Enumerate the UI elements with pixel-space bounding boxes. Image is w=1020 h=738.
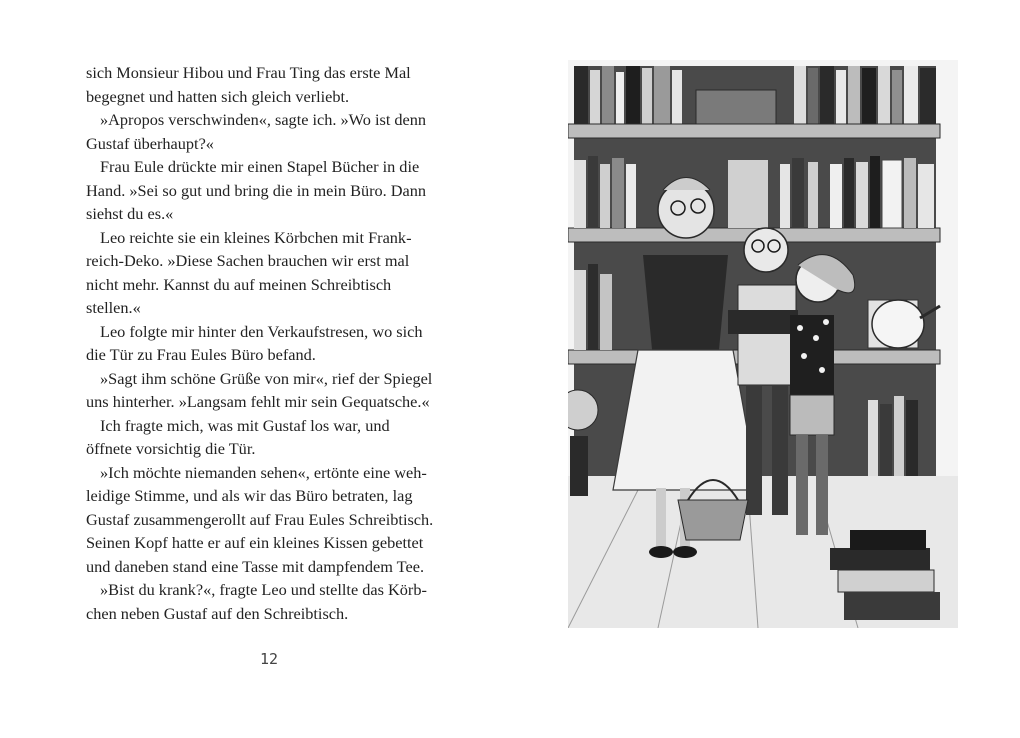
text-line: Gustaf überhaupt?« — [86, 133, 214, 153]
text-line: stellen.« — [86, 298, 141, 317]
text-line: »Apropos verschwinden«, sagte ich. »Wo ist denn — [100, 110, 427, 129]
text-line: und daneben stand eine Tasse mit dampfendem Tee. — [86, 556, 425, 576]
text-line: chen neben Gustaf auf den Schreibtisch. — [86, 603, 349, 623]
page-number: 12 — [259, 650, 279, 668]
text-line: uns hinterher. »Langsam fehlt mir sein Gequatsche.« — [86, 392, 430, 411]
text-line: Leo folgte mir hinter den Verkaufstresen, wo sich — [100, 321, 423, 341]
middle-shelf-books — [574, 156, 934, 228]
text-line: sich Monsieur Hibou und Frau Ting das erste Mal — [86, 63, 411, 82]
body-text — [86, 61, 456, 625]
text-line: Leo reichte sie ein kleines Körbchen mit Frank- — [100, 227, 412, 247]
illustration-drawing — [568, 60, 958, 628]
text-line: Ich fragte mich, was mit Gustaf los war, und — [100, 415, 390, 435]
text-line: Gustaf zusammengerollt auf Frau Eules Schreibtisch. — [86, 509, 434, 529]
bookshop-illustration — [568, 60, 958, 628]
text-line: »Sagt ihm schöne Grüße von mir«, rief der Spiegel — [100, 368, 433, 388]
text-line: »Bist du krank?«, fragte Leo und stellte das Körb- — [100, 580, 427, 599]
text-line: reich-Deko. »Diese Sachen brauchen wir erst mal — [86, 251, 410, 270]
text-line: leidige Stimme, und als wir das Büro betraten, lag — [86, 486, 413, 505]
text-line: »Ich möchte niemanden sehen«, ertönte eine weh- — [100, 462, 427, 482]
text-line: nicht mehr. Kannst du auf meinen Schreibtisch — [86, 274, 392, 294]
text-line: öffnete vorsichtig die Tür. — [86, 439, 256, 458]
text-line: begegnet und hatten sich gleich verliebt. — [86, 86, 350, 106]
text-line: Seinen Kopf hatte er auf ein kleines Kissen gebettet — [86, 533, 424, 552]
text-line: siehst du es.« — [86, 204, 174, 223]
text-line: Hand. »Sei so gut und bring die in mein Büro. Dann — [86, 180, 427, 200]
text-line: die Tür zu Frau Eules Büro befand. — [86, 345, 316, 364]
text-line: Frau Eule drückte mir einen Stapel Bücher in die — [100, 157, 420, 176]
